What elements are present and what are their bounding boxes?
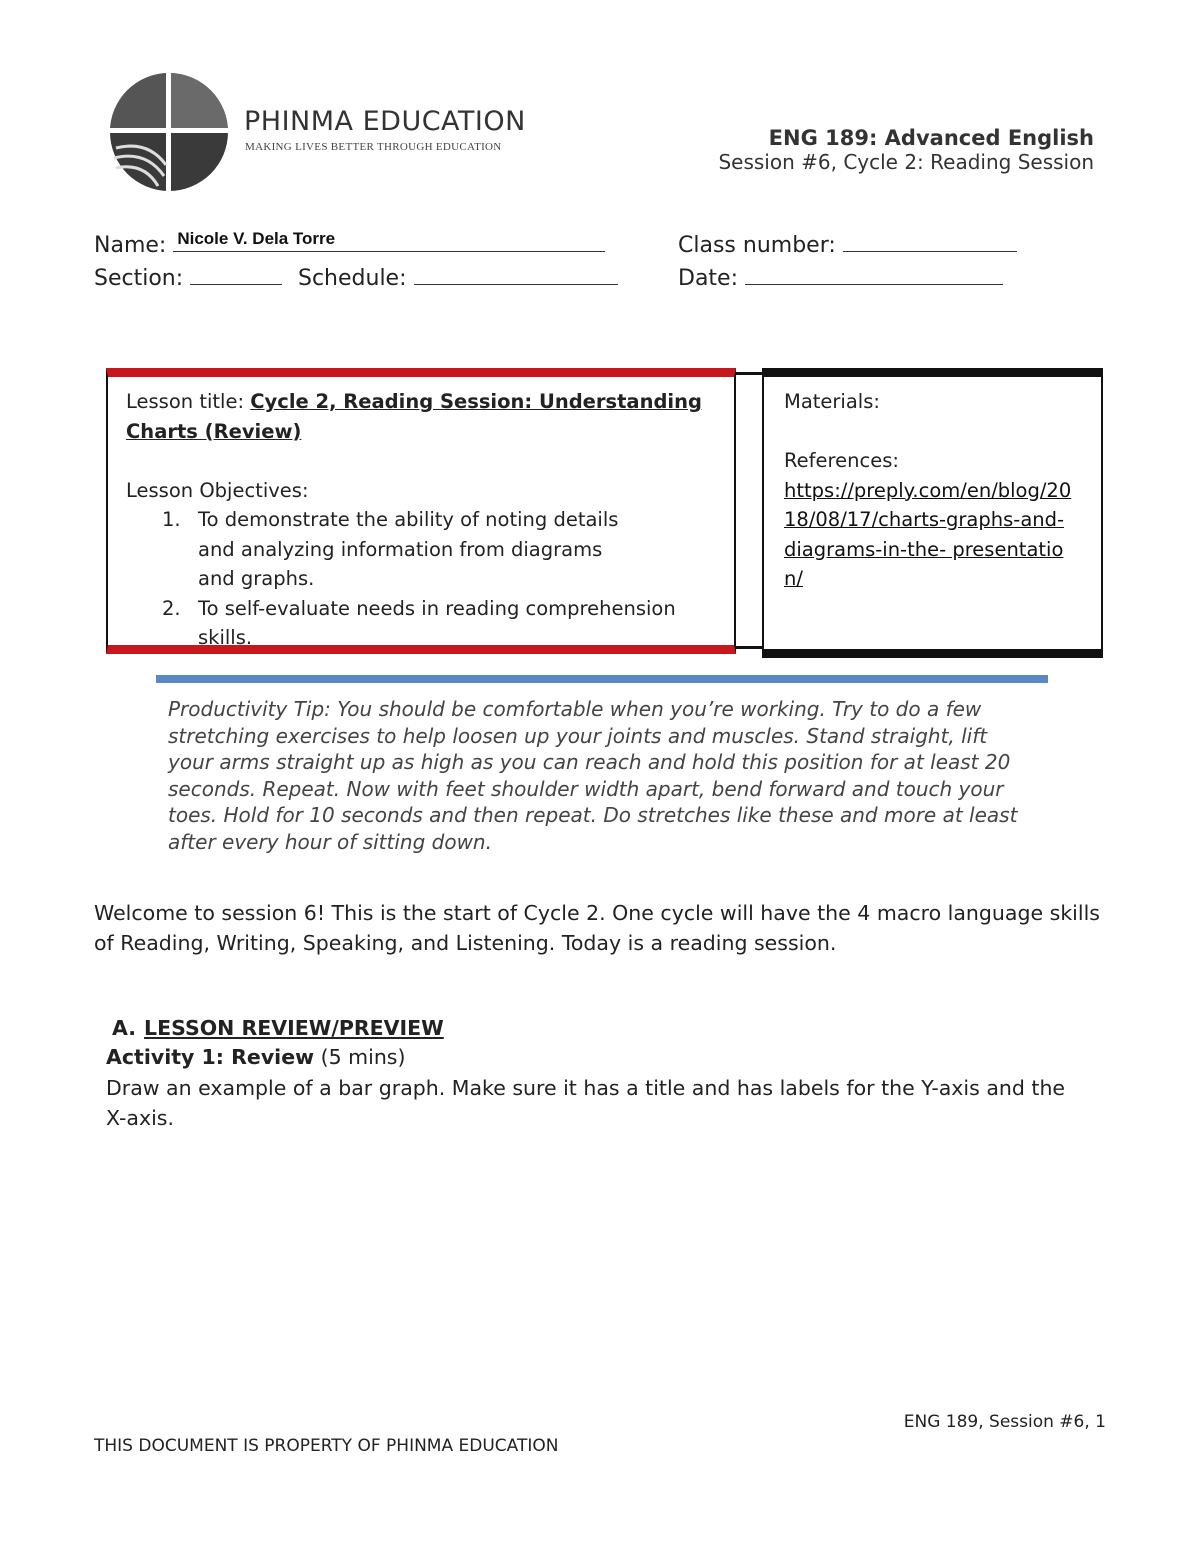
schedule-input[interactable] (414, 262, 618, 285)
class-number-input[interactable] (843, 229, 1017, 252)
course-title: ENG 189: Advanced English (768, 126, 1094, 150)
name-label: Name: (94, 233, 167, 258)
activity-description: Draw an example of a bar graph. Make sure it has a title and has labels for the Y-axis and the X-axis. (106, 1076, 1066, 1130)
section-label: Section: (94, 266, 184, 291)
phinma-logo-icon (108, 70, 230, 194)
date-input[interactable] (745, 262, 1003, 285)
objective-item (126, 594, 706, 653)
course-subtitle: Session #6, Cycle 2: Reading Session (718, 150, 1094, 174)
lesson-content (126, 387, 706, 653)
lesson-title-label: Lesson title: (126, 390, 245, 413)
brand-name: PHINMA EDUCATION (244, 106, 526, 137)
references-label: References: (784, 449, 899, 472)
footer-page-ref: ENG 189, Session #6, 1 (903, 1412, 1106, 1432)
section-field (94, 262, 282, 291)
objective-number: 2. (162, 596, 181, 620)
objective-number: 1. (162, 508, 181, 531)
activity-time: (5 mins) (320, 1045, 406, 1069)
reference-link[interactable]: https://preply.com/en/blog/2018/08/17/charts-graphs-and-diagrams-in-the- presentation/ (784, 478, 1072, 590)
activity-heading (106, 1045, 406, 1069)
lesson-title: Cycle 2, Reading Session: Understanding Charts (Review) (126, 390, 702, 443)
box-connector-bottom (736, 646, 764, 649)
objective-text: To self-evaluate needs in reading comprehension skills. (198, 596, 676, 649)
objectives-label: Lesson Objectives: (126, 478, 309, 502)
footer-property-notice: THIS DOCUMENT IS PROPERTY OF PHINMA EDUCATION (94, 1436, 559, 1456)
objectives-list (126, 505, 706, 653)
date-label: Date: (678, 266, 738, 291)
date-field (678, 262, 1003, 291)
activity-title: Activity 1: Review (106, 1045, 315, 1069)
divider-rule (156, 675, 1048, 683)
schedule-label: Schedule: (298, 266, 407, 291)
materials-content (784, 387, 1074, 594)
name-input[interactable] (173, 229, 605, 252)
productivity-tip: Productivity Tip: You should be comfortable when you’re working. Try to do a few stretching exercises to help loosen up your joints and muscles. Stand straight, lift your arms straight up as high as you can reach and hold this position for at least 20 seconds. Repeat. Now with feet shoulder width apart, bend forward and touch your toes. Hold for 10 seconds and then repeat. Do stretches like these and more at least after every hour of sitting down. (168, 697, 1018, 854)
course-header (714, 126, 1094, 174)
class-number-field (678, 229, 1017, 258)
brand-tagline: MAKING LIVES BETTER THROUGH EDUCATION (245, 141, 502, 153)
class-number-label: Class number: (678, 233, 836, 258)
section-letter: A. (112, 1016, 137, 1040)
schedule-field (298, 262, 618, 291)
objective-text: To demonstrate the ability of noting details and analyzing information from diagrams and graphs. (198, 508, 619, 590)
lesson-box (106, 368, 736, 654)
section-input[interactable] (190, 262, 282, 285)
materials-label: Materials: (784, 390, 880, 413)
welcome-paragraph: Welcome to session 6! This is the start of Cycle 2. One cycle will have the 4 macro language skills of Reading, Writing, Speaking, and Listening. Today is a reading session. (94, 901, 1100, 955)
box-connector-top (736, 372, 764, 375)
section-title: LESSON REVIEW/PREVIEW (144, 1016, 444, 1040)
lesson-title-line (126, 387, 706, 446)
name-field (94, 229, 605, 258)
name-value: Nicole V. Dela Torre (177, 229, 336, 248)
section-a-heading (112, 1016, 444, 1040)
materials-box (762, 368, 1103, 658)
objective-item (126, 505, 706, 594)
